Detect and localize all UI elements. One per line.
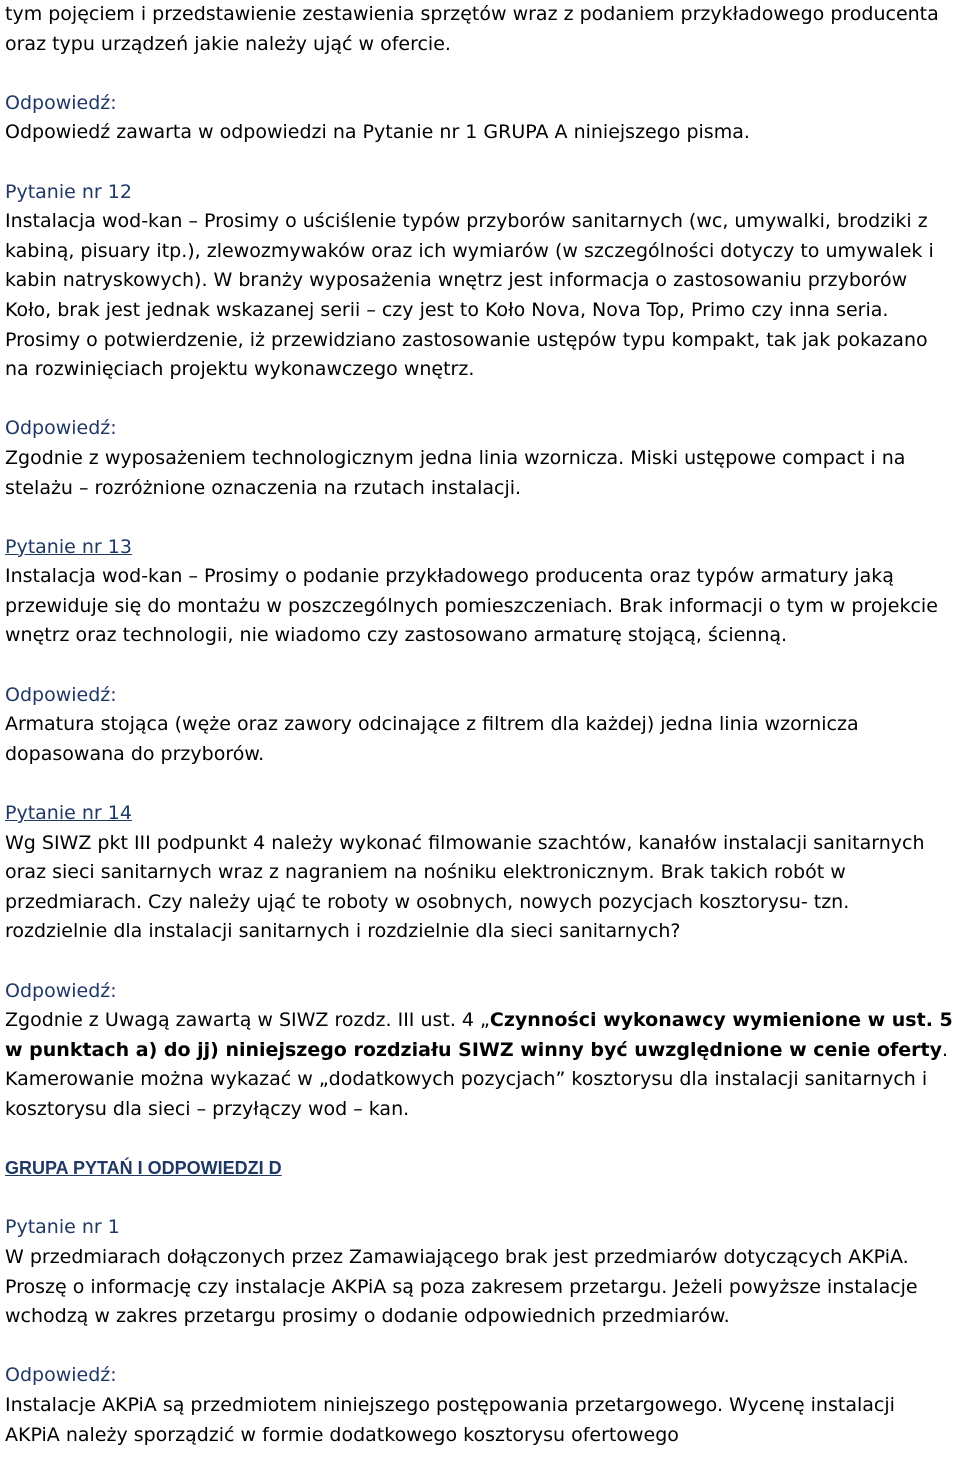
spacer [5, 947, 955, 977]
spacer [5, 59, 955, 89]
answer-text-intro: Zgodnie z Uwagą zawartą w SIWZ rozdz. III ust. 4 „ [5, 1009, 490, 1032]
answer-text: Zgodnie z wyposażeniem technologicznym jedna linia wzornicza. Miski ustępowe compact i na stelażu – rozróżnione oznaczenia na rzutach instalacji. [5, 446, 906, 499]
answer-text: Odpowiedź zawarta w odpowiedzi na Pytanie nr 1 GRUPA A niniejszego pisma. [5, 121, 750, 144]
document-page [5, 0, 955, 1450]
answer-label: Odpowiedź: [5, 417, 117, 440]
answer-label: Odpowiedź: [5, 91, 117, 114]
answer-text [5, 1006, 955, 1124]
group-heading: GRUPA PYTAŃ I ODPOWIEDZI D [5, 1158, 282, 1179]
question-text: Wg SIWZ pkt III podpunkt 4 należy wykonać filmowanie szachtów, kanałów instalacji sanitarnych oraz sieci sanitarnych wraz z nagraniem na nośniku elektronicznym. Brak takich robót w przedmiarach. Czy należy ująć te roboty w osobnych, nowych pozycjach kosztorysu- tzn. rozdzielnie dla instalacji sanitarnych i rozdzielnie dla sieci sanitarnych? [5, 831, 925, 943]
question-text: Instalacja wod-kan – Prosimy o uściślenie typów przyborów sanitarnych (wc, umywalki, brodziki z kabiną, pisuary itp.), zlewozmywaków oraz ich wymiarów (w szczególności dotyczy to umywalek i kabin natryskowych). W branży wyposażenia wnętrz jest informacja o zastosowaniu przyborów Koło, brak jest jednak wskazanej serii – czy jest to Koło Nova, Nova Top, Primo czy inna seria. Prosimy o potwierdzenie, iż przewidziano zastosowanie ustępów typu kompakt, tak jak pokazano na rozwinięciach projektu wykonawczego wnętrz. [5, 210, 934, 381]
question-text: W przedmiarach dołączonych przez Zamawiającego brak jest przedmiarów dotyczących AKPiA. Proszę o informację czy instalacje AKPiA są poza zakresem przetargu. Jeżeli powyższe instalacje wchodzą w zakres przetargu prosimy o dodanie odpowiednich przedmiarów. [5, 1245, 918, 1328]
answer-label: Odpowiedź: [5, 683, 117, 706]
question-title: Pytanie nr 14 [5, 802, 132, 825]
answer-text-emphasis: Czynności wykonawcy wymienione w ust. 5 w punktach a) do jj) niniejszego rozdziału SIWZ winny być uwzględnione w cenie oferty [5, 1009, 953, 1061]
spacer [5, 1125, 955, 1155]
spacer [5, 385, 955, 415]
answer-text-rest: . Kamerowanie można wykazać w „dodatkowych pozycjach” kosztorysu dla instalacji sanitarnych i kosztorysu dla sieci – przyłączy wod – kan. [5, 1038, 949, 1120]
answer-text: Armatura stojąca (węże oraz zawory odcinające z filtrem dla każdej) jedna linia wzornicza dopasowana do przyborów. [5, 713, 859, 765]
spacer [5, 503, 955, 533]
answer-label: Odpowiedź: [5, 979, 117, 1002]
spacer [5, 148, 955, 178]
spacer [5, 651, 955, 681]
answer-text: Instalacje AKPiA są przedmiotem niniejszego postępowania przetargowego. Wycenę instalacji AKPiA należy sporządzić w formie dodatkowego kosztorysu ofertowego [5, 1393, 895, 1446]
spacer [5, 1184, 955, 1214]
question-title: Pytanie nr 13 [5, 535, 132, 558]
question-text: Instalacja wod-kan – Prosimy o podanie przykładowego producenta oraz typów armatury jaką przewiduje się do montażu w poszczególnych pomieszczeniach. Brak informacji o tym w projekcie wnętrz oraz technologii, nie wiadomo czy zastosowano armaturę stojącą, ścienną. [5, 565, 938, 647]
question-title: Pytanie nr 12 [5, 180, 132, 203]
spacer [5, 769, 955, 799]
question-title: Pytanie nr 1 [5, 1216, 120, 1239]
intro-paragraph: tym pojęciem i przedstawienie zestawienia sprzętów wraz z podaniem przykładowego producenta oraz typu urządzeń jakie należy ująć w ofercie. [5, 3, 939, 55]
spacer [5, 1332, 955, 1362]
answer-label: Odpowiedź: [5, 1364, 117, 1387]
